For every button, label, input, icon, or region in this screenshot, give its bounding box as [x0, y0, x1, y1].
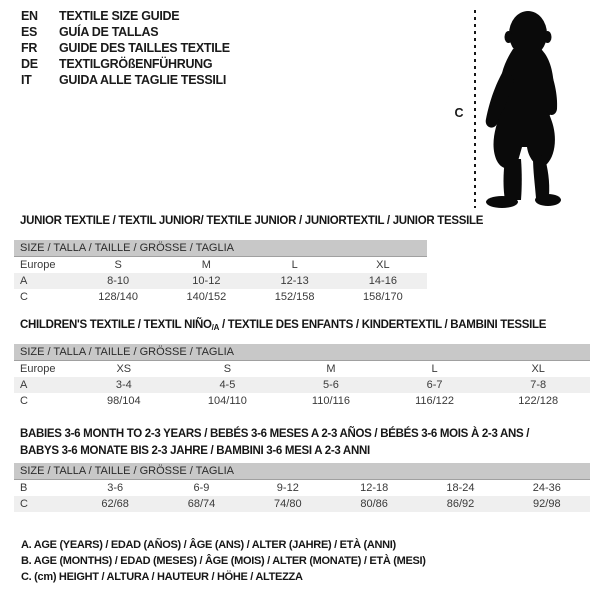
legend-line: B. AGE (MONTHS) / EDAD (MESES) / ÂGE (MOIS) / ALTER (MONATE) / ETÀ (MESI) — [21, 555, 426, 567]
size-cell: M — [201, 259, 211, 271]
children-title-subscript: /A — [211, 323, 220, 332]
junior-section-title: JUNIOR TEXTILE / TEXTIL JUNIOR/ TEXTILE JUNIOR / JUNIORTEXTIL / JUNIOR TESSILE — [20, 215, 484, 227]
size-header-bar: SIZE / TALLA / TAILLE / GRÖSSE / TAGLIA — [14, 240, 427, 257]
size-header-bar: SIZE / TALLA / TAILLE / GRÖSSE / TAGLIA — [14, 344, 590, 361]
size-cell: 18-24 — [446, 482, 475, 494]
size-table — [14, 240, 427, 305]
table-row — [14, 377, 590, 393]
children-title-text: CHILDREN'S TEXTILE / TEXTIL NIÑO — [20, 319, 212, 331]
row-label: A — [20, 379, 28, 391]
children-section-title — [20, 319, 546, 332]
junior-size-table-slot — [14, 240, 427, 305]
size-cell: XL — [531, 363, 545, 375]
babies-title-line2: BABYS 3-6 MONATE BIS 2-3 JAHRE / BAMBINI 3-6 MESI A 2-3 ANNI — [20, 445, 370, 457]
row-label: Europe — [20, 259, 56, 271]
row-label: C — [20, 498, 28, 510]
size-cell: XS — [116, 363, 132, 375]
guide-title: TEXTILE SIZE GUIDE — [59, 9, 180, 23]
size-cell: 7-8 — [530, 379, 547, 391]
table-row — [14, 273, 427, 289]
size-cell: S — [223, 363, 232, 375]
language-row — [21, 40, 230, 56]
size-cell: 152/158 — [274, 291, 315, 303]
size-cell: XL — [376, 259, 390, 271]
children-title-text-rest: / TEXTILE DES ENFANTS / KINDERTEXTIL / BAMBINI TESSILE — [219, 319, 547, 331]
language-code: EN — [21, 9, 38, 23]
size-cell: 140/152 — [186, 291, 227, 303]
size-table — [14, 463, 590, 512]
size-cell: 14-16 — [368, 275, 397, 287]
language-code: DE — [21, 57, 38, 71]
size-cell: 3-6 — [107, 482, 124, 494]
size-cell: 4-5 — [219, 379, 236, 391]
legend-line: A. AGE (YEARS) / EDAD (AÑOS) / ÂGE (ANS) / ALTER (JAHRE) / ETÀ (ANNI) — [21, 539, 396, 551]
size-cell: 86/92 — [446, 498, 475, 510]
size-cell: 68/74 — [187, 498, 216, 510]
table-row — [14, 480, 590, 497]
table-row — [14, 361, 590, 378]
guide-title: TEXTILGRÖßENFÜHRUNG — [59, 57, 213, 71]
row-label: B — [20, 482, 28, 494]
language-row — [21, 8, 230, 24]
legend-line: C. (cm) HEIGHT / ALTURA / HAUTEUR / HÖHE / ALTEZZA — [21, 571, 303, 583]
size-table — [14, 344, 590, 409]
row-label: C — [20, 395, 28, 407]
language-row — [21, 72, 230, 88]
language-row — [21, 24, 230, 40]
language-code: IT — [21, 73, 32, 87]
size-cell: 10-12 — [192, 275, 221, 287]
size-cell: 62/68 — [101, 498, 129, 510]
size-cell: 12-13 — [280, 275, 309, 287]
baby-silhouette-icon — [481, 9, 567, 209]
language-header — [21, 8, 230, 88]
size-cell: 74/80 — [274, 498, 302, 510]
row-label: C — [20, 291, 28, 303]
babies-size-table-slot — [14, 463, 590, 512]
size-cell: 128/140 — [98, 291, 138, 303]
guide-title: GUIDA ALLE TAGLIE TESSILI — [59, 73, 227, 87]
row-label: Europe — [20, 363, 56, 375]
size-cell: 92/98 — [533, 498, 561, 510]
size-cell: 6-7 — [426, 379, 443, 391]
table-row — [14, 496, 590, 512]
guide-title: GUIDE DES TAILLES TEXTILE — [59, 41, 230, 55]
size-cell: L — [431, 363, 438, 375]
language-code: ES — [21, 25, 38, 39]
size-cell: 110/116 — [311, 395, 351, 407]
babies-section-title — [20, 426, 529, 460]
language-row — [21, 56, 230, 72]
children-size-table-slot — [14, 344, 590, 409]
guide-title: GUÍA DE TALLAS — [59, 25, 159, 39]
size-cell: 6-9 — [193, 482, 210, 494]
size-cell: M — [326, 363, 336, 375]
size-cell: 98/104 — [106, 395, 141, 407]
row-label: A — [20, 275, 28, 287]
size-cell: 122/128 — [518, 395, 559, 407]
babies-title-line1: BABIES 3-6 MONTH TO 2-3 YEARS / BEBÉS 3-6 MESES A 2-3 AÑOS / BÉBÉS 3-6 MOIS À 2-3 ANS / — [20, 428, 530, 440]
size-header-bar: SIZE / TALLA / TAILLE / GRÖSSE / TAGLIA — [14, 463, 590, 480]
table-row — [14, 289, 427, 305]
table-row — [14, 393, 590, 409]
size-cell: 116/122 — [415, 395, 455, 407]
size-cell: 8-10 — [107, 275, 130, 287]
size-cell: 80/86 — [360, 498, 388, 510]
size-cell: L — [291, 259, 298, 271]
legend — [21, 537, 426, 585]
size-cell: 12-18 — [360, 482, 389, 494]
size-cell: 3-4 — [115, 379, 132, 391]
language-code: FR — [21, 41, 38, 55]
size-cell: S — [114, 259, 122, 271]
size-cell: 9-12 — [276, 482, 299, 494]
size-cell: 104/110 — [207, 395, 247, 407]
height-measure-dotted-line — [474, 10, 476, 208]
size-cell: 158/170 — [362, 291, 403, 303]
size-cell: 5-6 — [323, 379, 339, 391]
height-measure-label: C — [454, 106, 464, 120]
table-row — [14, 257, 427, 274]
size-cell: 24-36 — [532, 482, 561, 494]
